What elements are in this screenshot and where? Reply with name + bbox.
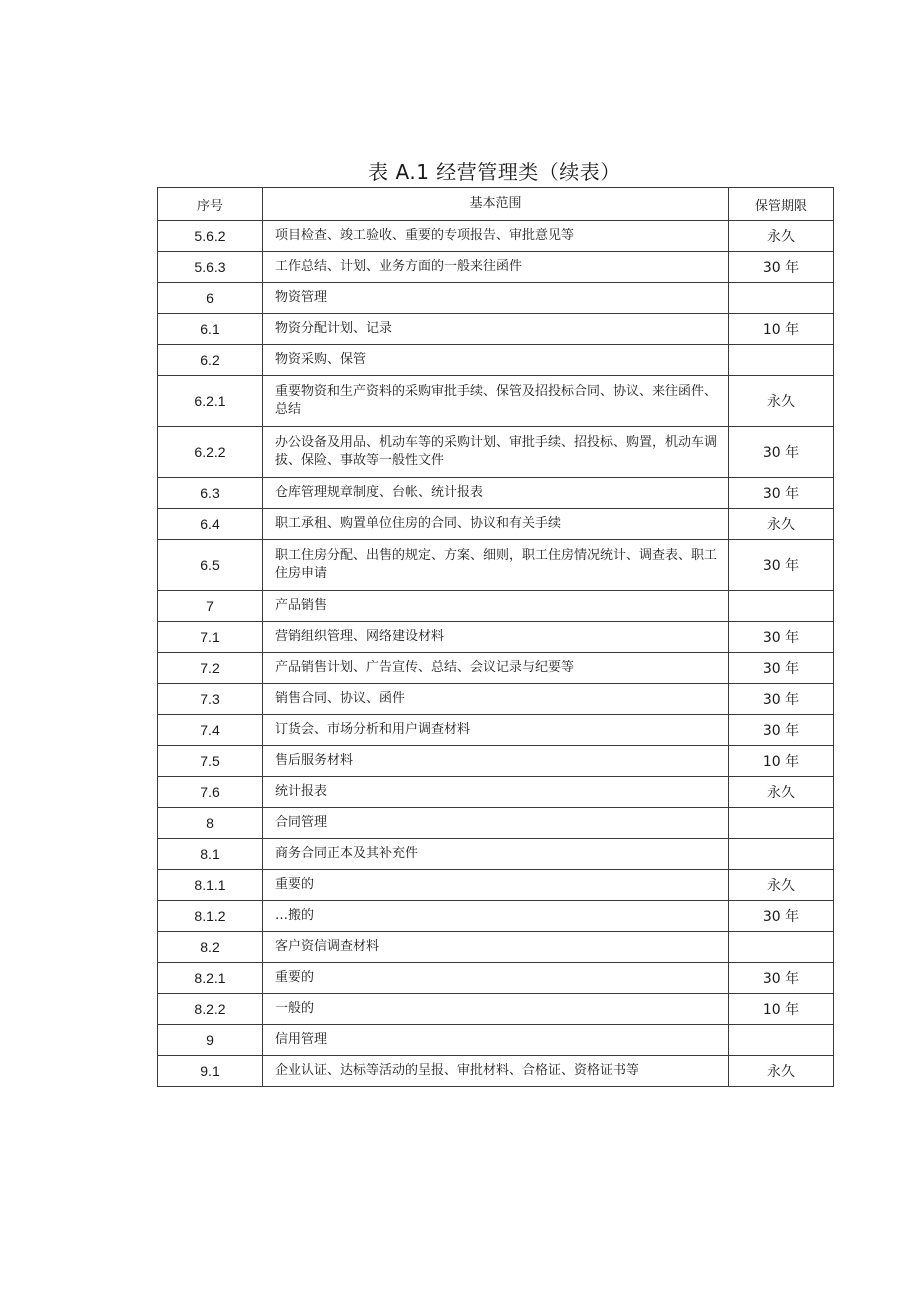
row-number: 6 (158, 283, 263, 314)
row-number: 8.1.1 (158, 870, 263, 901)
row-retention (729, 932, 834, 963)
row-number: 8 (158, 808, 263, 839)
row-scope: 重要物资和生产资料的采购审批手续、保管及招投标合同、协议、来往函件、总结 (263, 376, 729, 427)
row-scope: 一般的 (263, 994, 729, 1025)
row-retention: 永久 (729, 376, 834, 427)
table-row (158, 653, 834, 684)
row-retention: 30 年 (729, 653, 834, 684)
row-scope: 办公设备及用品、机动车等的采购计划、审批手续、招投标、购置，机动车调拔、保险、事故等一般性文件 (263, 427, 729, 478)
row-retention (729, 345, 834, 376)
table-row (158, 715, 834, 746)
row-number: 6.2 (158, 345, 263, 376)
row-number: 8.1.2 (158, 901, 263, 932)
row-scope: 仓库管理规章制度、台帐、统计报表 (263, 478, 729, 509)
table-row (158, 345, 834, 376)
row-scope: 重要的 (263, 870, 729, 901)
table-title: 表 A.1 经营管理类（续表） (368, 160, 621, 184)
row-scope: …搬的 (263, 901, 729, 932)
table-row (158, 252, 834, 283)
table-row (158, 1056, 834, 1087)
table-row (158, 427, 834, 478)
row-scope: 产品销售计划、广告宣传、总结、会议记录与纪要等 (263, 653, 729, 684)
row-number: 9 (158, 1025, 263, 1056)
row-retention (729, 839, 834, 870)
table-row (158, 684, 834, 715)
row-number: 6.5 (158, 540, 263, 591)
row-number: 6.2.1 (158, 376, 263, 427)
row-retention: 30 年 (729, 427, 834, 478)
row-retention: 30 年 (729, 622, 834, 653)
table-row (158, 839, 834, 870)
row-retention: 30 年 (729, 540, 834, 591)
row-number: 6.4 (158, 509, 263, 540)
row-scope: 营销组织管理、网络建设材料 (263, 622, 729, 653)
table-row (158, 746, 834, 777)
archive-retention-table (157, 187, 834, 1087)
row-scope: 商务合同正本及其补充件 (263, 839, 729, 870)
table-row (158, 901, 834, 932)
table-row (158, 808, 834, 839)
row-number: 7.4 (158, 715, 263, 746)
row-retention: 30 年 (729, 963, 834, 994)
row-retention: 30 年 (729, 684, 834, 715)
row-scope: 客户资信调查材料 (263, 932, 729, 963)
table-row (158, 376, 834, 427)
row-scope: 工作总结、计划、业务方面的一般来往函件 (263, 252, 729, 283)
row-retention: 10 年 (729, 746, 834, 777)
row-scope: 职工住房分配、出售的规定、方案、细则，职工住房情况统计、调查表、职工住房申请 (263, 540, 729, 591)
row-retention: 永久 (729, 1056, 834, 1087)
row-retention: 30 年 (729, 252, 834, 283)
table-row (158, 994, 834, 1025)
table-row (158, 221, 834, 252)
row-retention (729, 1025, 834, 1056)
table-row (158, 622, 834, 653)
row-number: 8.2.2 (158, 994, 263, 1025)
header-number: 序号 (158, 188, 263, 221)
row-retention: 永久 (729, 509, 834, 540)
row-number: 5.6.2 (158, 221, 263, 252)
row-scope: 统计报表 (263, 777, 729, 808)
table-row (158, 283, 834, 314)
row-number: 7.5 (158, 746, 263, 777)
table-row (158, 591, 834, 622)
row-number: 5.6.3 (158, 252, 263, 283)
header-retention: 保管期限 (729, 188, 834, 221)
row-scope: 合同管理 (263, 808, 729, 839)
row-number: 7.6 (158, 777, 263, 808)
row-retention: 永久 (729, 777, 834, 808)
row-number: 7.1 (158, 622, 263, 653)
table-row (158, 963, 834, 994)
row-scope: 重要的 (263, 963, 729, 994)
table-header-row (158, 188, 834, 221)
row-retention: 永久 (729, 221, 834, 252)
table-row (158, 1025, 834, 1056)
table-row (158, 777, 834, 808)
row-number: 6.1 (158, 314, 263, 345)
row-scope: 订货会、市场分析和用户调查材料 (263, 715, 729, 746)
table-row (158, 509, 834, 540)
row-scope: 信用管理 (263, 1025, 729, 1056)
row-retention: 永久 (729, 870, 834, 901)
row-number: 7.3 (158, 684, 263, 715)
table-row (158, 540, 834, 591)
table-row (158, 314, 834, 345)
row-number: 7 (158, 591, 263, 622)
row-retention: 10 年 (729, 994, 834, 1025)
row-number: 9.1 (158, 1056, 263, 1087)
row-scope: 项目检查、竣工验收、重要的专项报告、审批意见等 (263, 221, 729, 252)
row-scope: 职工承租、购置单位住房的合同、协议和有关手续 (263, 509, 729, 540)
row-scope: 企业认证、达标等活动的呈报、审批材料、合格证、资格证书等 (263, 1056, 729, 1087)
row-number: 6.2.2 (158, 427, 263, 478)
row-scope: 物资管理 (263, 283, 729, 314)
row-retention (729, 591, 834, 622)
row-scope: 产品销售 (263, 591, 729, 622)
row-number: 8.1 (158, 839, 263, 870)
row-number: 8.2.1 (158, 963, 263, 994)
row-retention (729, 808, 834, 839)
row-scope: 物资采购、保管 (263, 345, 729, 376)
row-number: 7.2 (158, 653, 263, 684)
table-row (158, 932, 834, 963)
row-scope: 售后服务材料 (263, 746, 729, 777)
header-scope: 基本范围 (263, 188, 729, 221)
row-number: 6.3 (158, 478, 263, 509)
row-retention: 30 年 (729, 715, 834, 746)
table-row (158, 870, 834, 901)
row-scope: 销售合同、协议、函件 (263, 684, 729, 715)
row-retention: 10 年 (729, 314, 834, 345)
row-retention: 30 年 (729, 478, 834, 509)
row-scope: 物资分配计划、记录 (263, 314, 729, 345)
row-retention: 30 年 (729, 901, 834, 932)
row-number: 8.2 (158, 932, 263, 963)
table-row (158, 478, 834, 509)
row-retention (729, 283, 834, 314)
table-body (158, 221, 834, 1087)
